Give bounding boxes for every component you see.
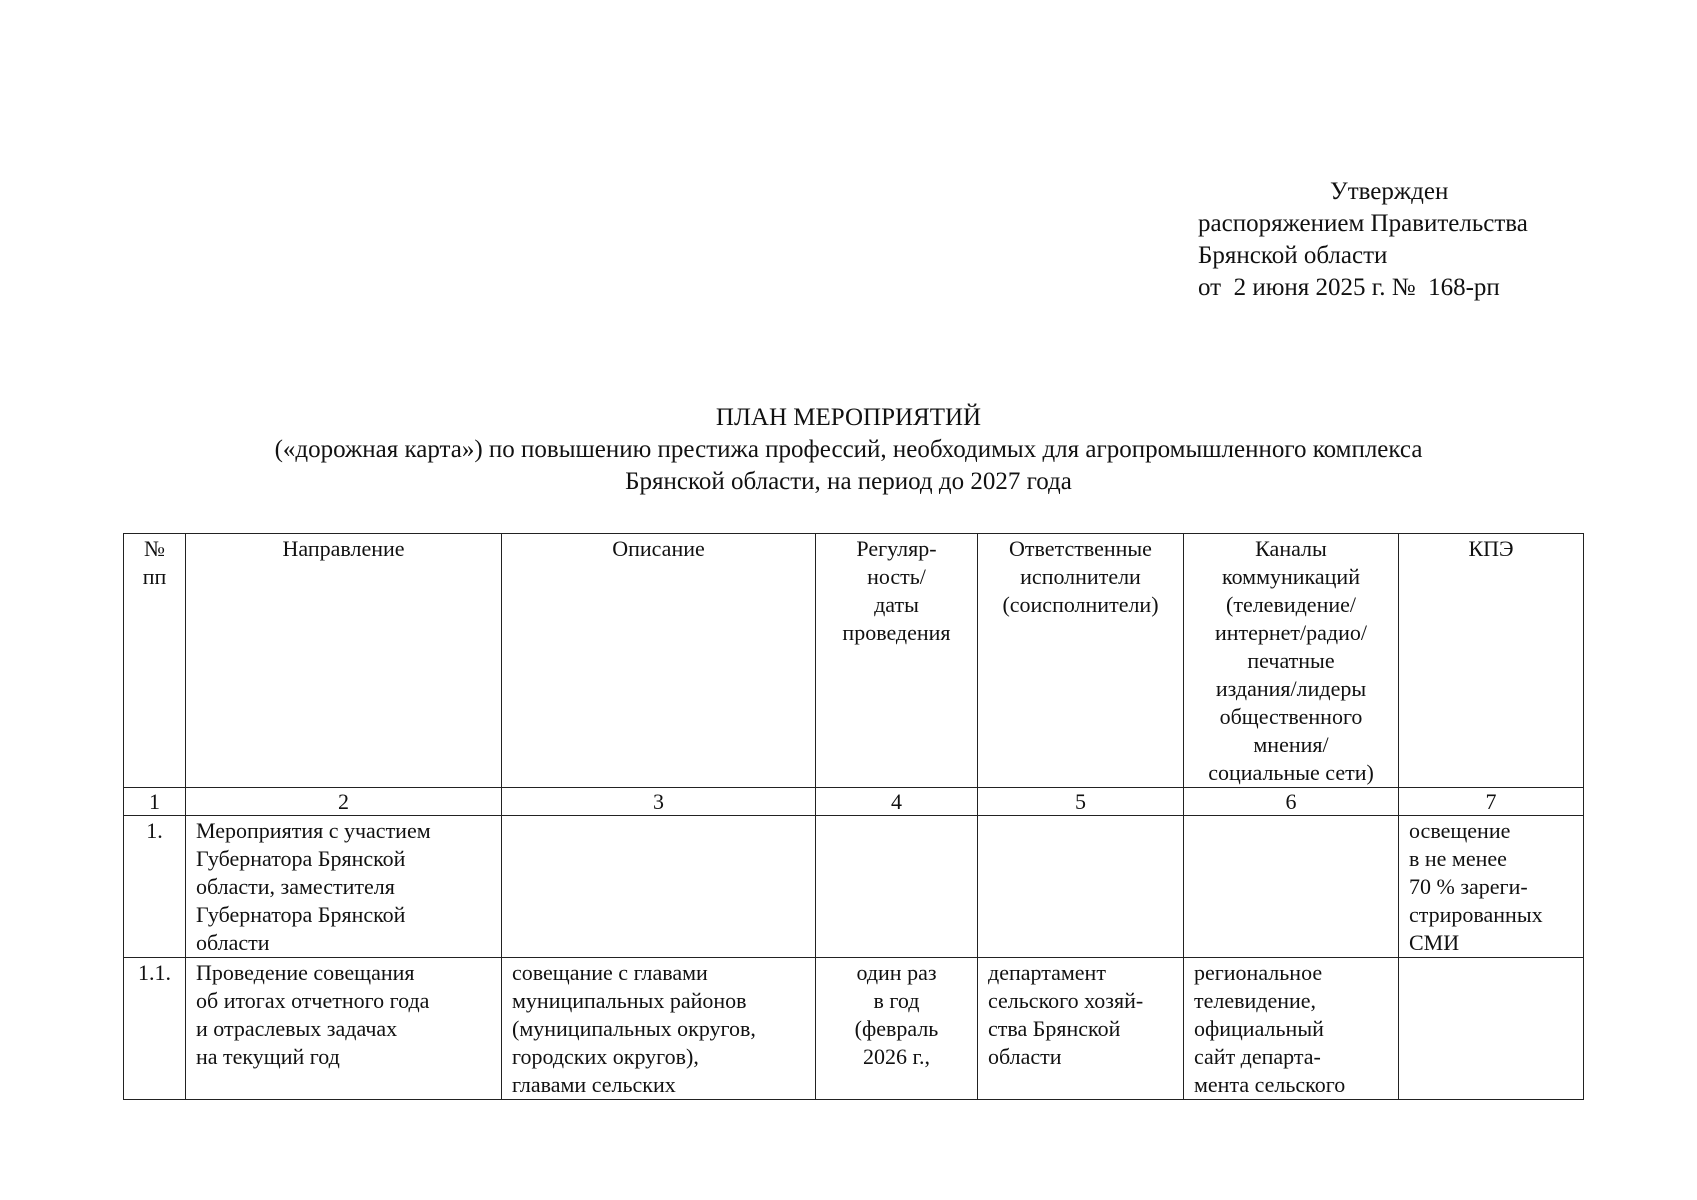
column-number: 6 [1184, 788, 1399, 816]
document-heading [0, 402, 1697, 498]
page-title: ПЛАН МЕРОПРИЯТИЙ [715, 404, 982, 431]
row-direction: Мероприятия с участием Губернатора Брянской области, заместителя Губернатора Брянской области [186, 816, 502, 958]
header-direction: Направление [186, 534, 502, 788]
row-kpi: освещение в не менее 70 % зареги- стрированных СМИ [1399, 816, 1584, 958]
approval-block [1198, 176, 1528, 304]
row-kpi [1399, 958, 1584, 1100]
row-channels [1184, 816, 1399, 958]
column-number: 3 [502, 788, 816, 816]
row-number: 1. [124, 816, 186, 958]
row-regularity: один раз в год (февраль 2026 г., [816, 958, 978, 1100]
column-number-row [124, 788, 1584, 816]
column-number: 1 [124, 788, 186, 816]
header-description: Описание [502, 534, 816, 788]
header-number: № пп [124, 534, 186, 788]
row-description: совещание с главами муниципальных районов (муниципальных округов, городских округов), главами сельских [502, 958, 816, 1100]
row-regularity [816, 816, 978, 958]
approval-date-number: от 2 июня 2025 г. № 168-рп [1198, 274, 1500, 301]
page-subtitle-line-1: («дорожная карта») по повышению престижа профессий, необходимых для агропромышленного комплекса [274, 436, 1423, 463]
approval-title: Утвержден [1330, 178, 1449, 205]
column-number: 2 [186, 788, 502, 816]
header-regularity: Регуляр- ность/ даты проведения [816, 534, 978, 788]
row-direction: Проведение совещания об итогах отчетного года и отраслевых задачах на текущий год [186, 958, 502, 1100]
row-description [502, 816, 816, 958]
approval-decree: распоряжением Правительства [1198, 210, 1528, 237]
row-responsible: департамент сельского хозяй- ства Брянской области [978, 958, 1184, 1100]
page-subtitle-line-2: Брянской области, на период до 2027 года [625, 468, 1072, 495]
row-number: 1.1. [124, 958, 186, 1100]
approval-region: Брянской области [1198, 242, 1388, 269]
column-number: 4 [816, 788, 978, 816]
plan-table [123, 533, 1584, 1100]
table-header-row [124, 534, 1584, 788]
table-row [124, 958, 1584, 1100]
row-channels: региональное телевидение, официальный сайт департа- мента сельского [1184, 958, 1399, 1100]
column-number: 5 [978, 788, 1184, 816]
column-number: 7 [1399, 788, 1584, 816]
table-row [124, 816, 1584, 958]
header-responsible: Ответственные исполнители (соисполнители) [978, 534, 1184, 788]
header-kpi: КПЭ [1399, 534, 1584, 788]
row-responsible [978, 816, 1184, 958]
header-channels: Каналы коммуникаций (телевидение/ интернет/радио/ печатные издания/лидеры общественного мнения/ социальные сети) [1184, 534, 1399, 788]
